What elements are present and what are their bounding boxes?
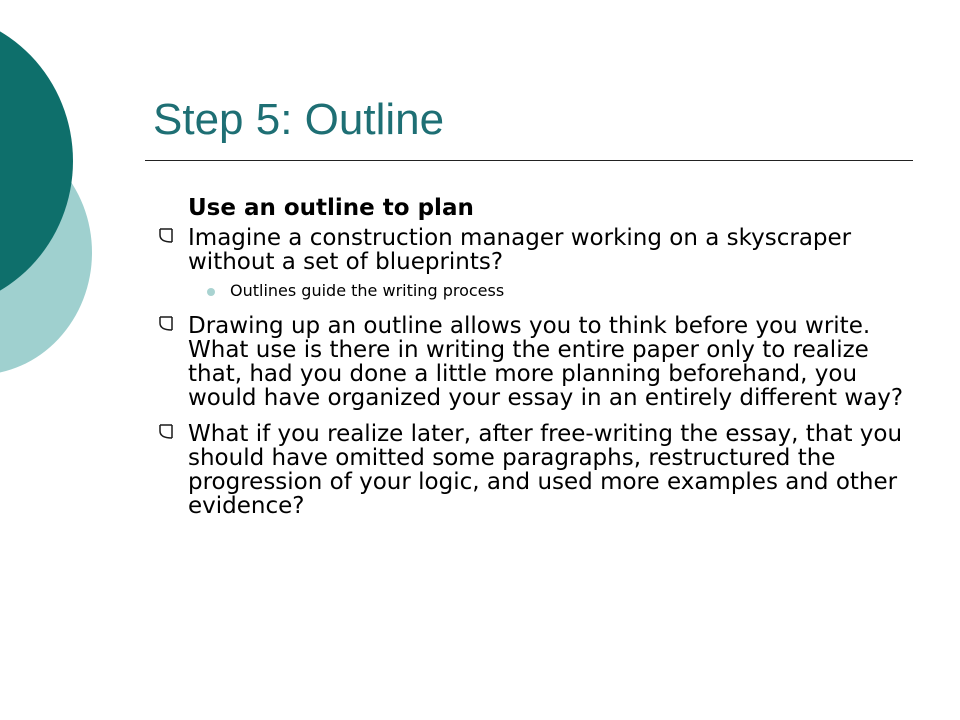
bullet-item <box>188 226 918 274</box>
dot-bullet-icon <box>207 288 215 296</box>
body-heading: Use an outline to plan <box>188 195 474 221</box>
sub-bullet-text: Outlines guide the writing process <box>230 281 505 300</box>
bullet-item <box>188 314 918 410</box>
bullet-text: Imagine a construction manager working on a skyscraper without a set of blueprints? <box>188 225 852 275</box>
curved-box-bullet-icon <box>158 315 174 333</box>
bullet-item <box>188 422 918 518</box>
sub-bullet-item <box>230 280 918 302</box>
bullet-text: What if you realize later, after free-writing the essay, that you should have omitted some paragraphs, restructured the progression of your logic, and used more examples and other evidence? <box>188 421 903 519</box>
curved-box-bullet-icon <box>158 227 174 245</box>
bullet-text: Drawing up an outline allows you to think before you write. What use is there in writing the entire paper only to realize that, had you done a little more planning beforehand, you would have organized your essay in an entirely different way? <box>188 313 904 411</box>
slide-title: Step 5: Outline <box>153 95 445 144</box>
curved-box-bullet-icon <box>158 423 174 441</box>
title-divider <box>145 160 913 161</box>
slide-body <box>188 194 918 524</box>
